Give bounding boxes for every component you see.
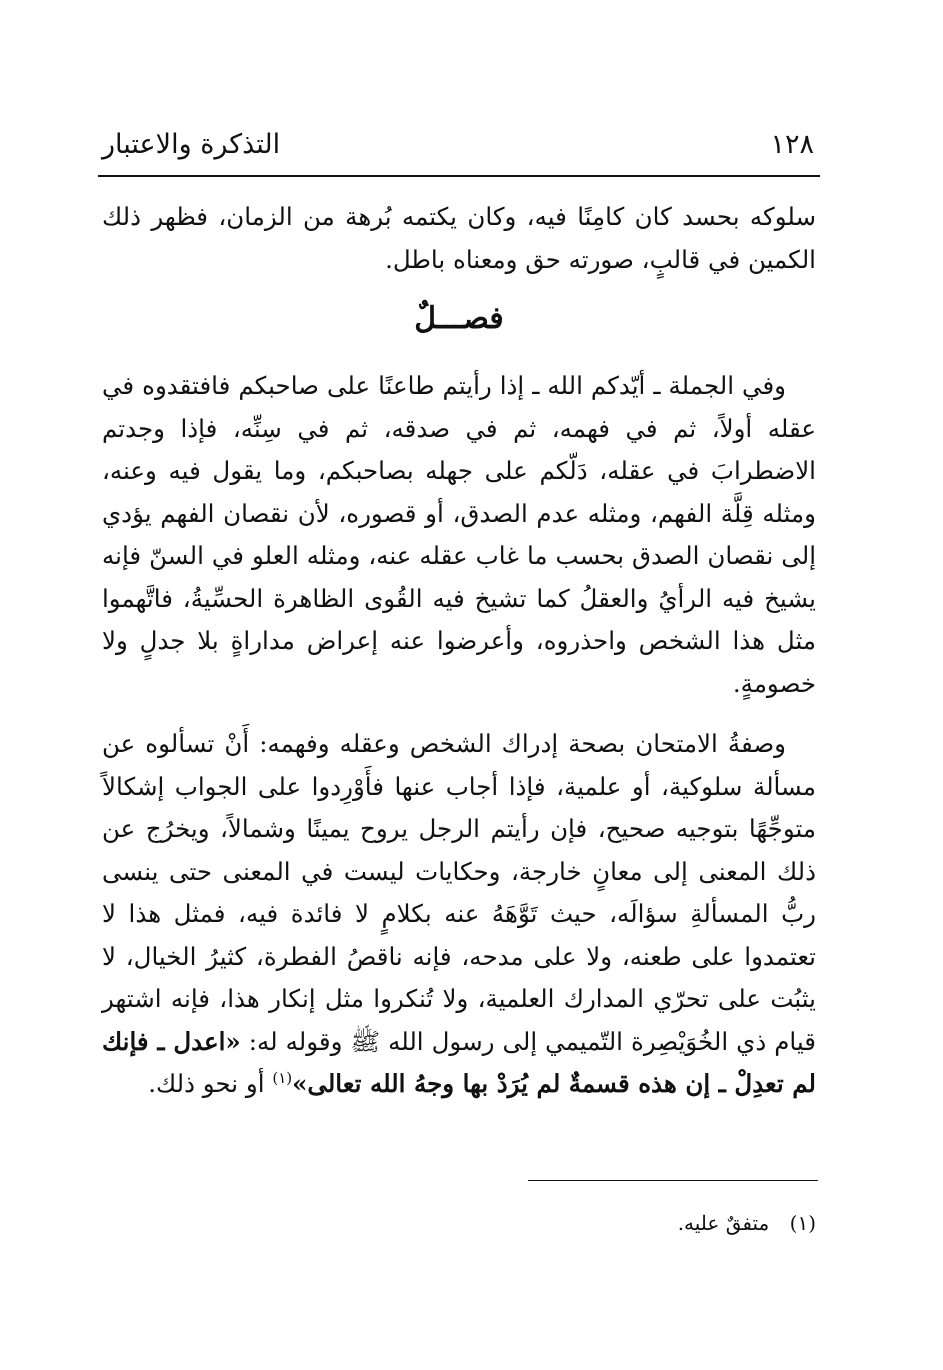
header-divider — [98, 175, 820, 177]
running-title: التذكرة والاعتبار — [102, 129, 281, 160]
footnote-reference[interactable]: (١) — [272, 1068, 293, 1087]
main-text — [102, 196, 816, 1106]
footnote-divider — [528, 1180, 818, 1181]
footnote — [500, 1208, 816, 1238]
paragraph-3 — [102, 723, 816, 1106]
hadith-quote: «اعدل ـ فإنك لم تعدِلْ ـ إن هذه قسمةٌ لم يُرَدْ بها وجهُ الله تعالى» — [102, 1026, 816, 1098]
paragraph-spacer — [102, 705, 816, 723]
section-heading: فصـــلٌ — [414, 301, 504, 336]
paragraph-3-end: أو نحو ذلك. — [148, 1069, 265, 1098]
opening-paragraph: سلوكه بحسد كان كامِنًا فيه، وكان يكتمه بُرهة من الزمان، فظهر ذلك الكمين في قالبٍ، صورته حق ومعناه باطل. — [102, 202, 816, 274]
footnote-text: متفقٌ عليه. — [677, 1211, 770, 1235]
footnote-marker: (١) — [789, 1211, 816, 1235]
page-number: ١٢٨ — [770, 129, 814, 160]
page-header — [98, 122, 820, 168]
paragraph-3-body: وصفةُ الامتحان بصحة إدراك الشخص وعقله وفهمه: أَنْ تسألوه عن مسألة سلوكية، أو علمية، فإذا أجاب عنها فأَوْرِدوا على الجواب إشكالاً متوجِّهًا بتوجيه صحيح، فإن رأيتم الرجل يروح يمينًا وشمالاً، ويخرُج عن ذلك المعنى إلى معانٍ خارجة، وحكايات ليست في المعنى حتى ينسى ربُّ المسألةِ سؤالَه، حيث تَوَّهَهُ عنه بكلامٍ لا فائدة فيه، فمثل هذا لا تعتمدوا على طعنه، ولا على مدحه، فإنه ناقصُ الفطرة، كثيرُ الخيال، لا يثبُت على تحرّي المدارك العلمية، ولا تُنكروا مثل إنكار هذا، فإنه اشتهر قيام ذي الخُوَيْصِرة التّميمي إلى رسول الله ﷺ وقوله له: — [102, 729, 817, 1056]
paragraph-2: وفي الجملة ـ أيّدكم الله ـ إذا رأيتم طاعنًا على صاحبكم فافتقدوه في عقله أولاً، ثم في فهمه، ثم في صدقه، ثم في سِنِّه، فإذا وجدتم الاضطرابَ في عقله، دَلّكم على جهله بصاحبكم، وما يقول فيه وعنه، ومثله قِلَّة الفهم، ومثله عدم الصدق، أو قصوره، لأن نقصان الفهم يؤدي إلى نقصان الصدق بحسب ما غاب عقله عنه، ومثله العلو في السنّ فإنه يشيخ فيه الرأيُ والعقلُ كما تشيخ فيه القُوى الظاهرة الحسِّيةُ، فاتَّهموا مثل هذا الشخص واحذروه، وأعرضوا عنه إعراض مداراةٍ بلا جدلٍ ولا خصومةٍ. — [102, 371, 816, 698]
